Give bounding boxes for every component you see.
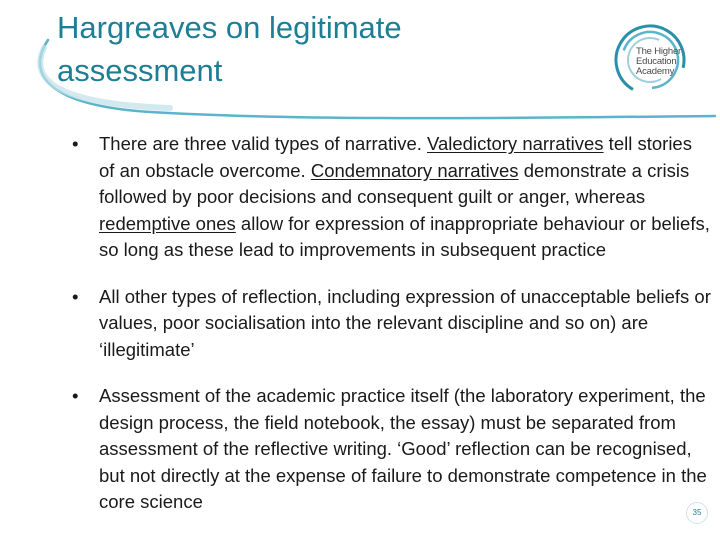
bullet-text: All other types of reflection, including expression of unacceptable beliefs or values, poor socialisation into the relevant discipline and so on) are ‘illegitimate’ bbox=[99, 285, 711, 360]
bullet-item-illegitimate bbox=[72, 284, 712, 364]
bullet-text: demonstrate a crisis followed by poor decisions and consequent guilt or anger, whereas bbox=[99, 159, 690, 207]
bullet-text: There are three valid types of narrative. bbox=[99, 133, 428, 154]
slide-title: Hargreaves on legitimate assessment bbox=[57, 10, 402, 88]
bullet-text: allow for expression of inappropriate behaviour or beliefs, so long as these lead to improvements in subsequent practice bbox=[99, 212, 710, 260]
bullet-list bbox=[72, 131, 712, 536]
logo-line: The Higher bbox=[636, 46, 681, 57]
bullet-text: Assessment of the academic practice itself (the laboratory experiment, the design process, the field notebook, the essay) must be separated from assessment of the reflective writing. ‘Good’ reflection can be recognised, but not directly at the expense of failure to demonstrate competence in the core science bbox=[99, 385, 707, 512]
page-number: 35 bbox=[686, 502, 708, 524]
term-redemptive: redemptive ones bbox=[99, 212, 236, 234]
logo-line: Education bbox=[636, 56, 677, 67]
bullet-marker: • bbox=[72, 285, 79, 307]
term-condemnatory: Condemnatory narratives bbox=[310, 159, 519, 181]
logo-line: Academy bbox=[636, 66, 675, 77]
bullet-text: tell stories of an obstacle overcome. bbox=[99, 133, 692, 181]
bullet-marker: • bbox=[72, 385, 79, 406]
bullet-item-assessment bbox=[72, 383, 712, 516]
bullet-item-narratives bbox=[72, 131, 712, 264]
logo-wordmark bbox=[636, 47, 681, 77]
term-valedictory: Valedictory narratives bbox=[427, 133, 604, 154]
bullet-marker: • bbox=[72, 133, 79, 154]
